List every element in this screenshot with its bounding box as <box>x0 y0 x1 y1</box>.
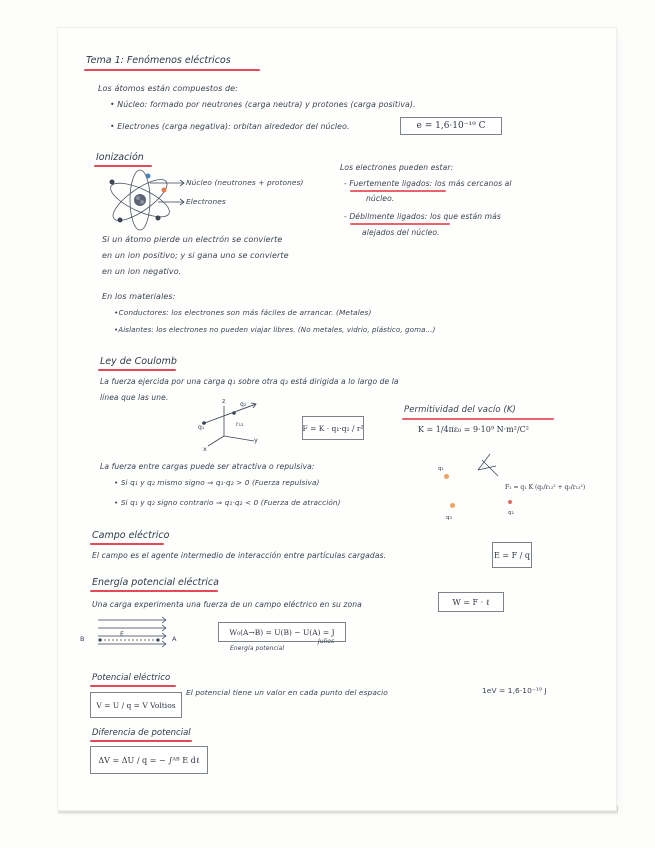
charge-dot-q1 <box>444 474 449 479</box>
permitividad-title: Permitividad del vacío (K) <box>404 405 516 415</box>
fuertemente-ligados-2: núcleo. <box>366 194 395 203</box>
electrones-intro: Los electrones pueden estar: <box>340 163 454 172</box>
aislantes: •Aislantes: los electrones no pueden viajar libres. (No metales, vidrio, plástico, goma...) <box>114 325 436 334</box>
electron-charge-box: e = 1,6·10⁻¹⁹ C <box>400 117 502 135</box>
atom-label-electrones: Electrones <box>186 197 226 206</box>
potencial-formula-box: V = U / q = V Voltios <box>90 692 182 718</box>
energia-underline <box>90 590 218 592</box>
ion-text-2: en un ion positivo; y si gana uno se convierte <box>102 251 289 260</box>
materiales-intro: En los materiales: <box>102 292 176 301</box>
debilmente-ligados-2: alejados del núcleo. <box>362 228 440 237</box>
mismo-signo: • Si q₁ y q₂ mismo signo ⇒ q₁·q₂ > 0 (Fuerza repulsiva) <box>114 478 320 487</box>
field-label-a: A <box>172 635 177 643</box>
atom-label-nucleo: Núcleo (neutrones + protones) <box>186 178 304 187</box>
diferencia-heading: Diferencia de potencial <box>92 728 191 738</box>
page-title: Tema 1: Fenómenos eléctricos <box>86 55 231 66</box>
title-underline <box>84 69 260 71</box>
ionizacion-underline <box>94 165 152 167</box>
dot-label-q3: q₃ <box>446 515 452 521</box>
ion-text-1: Si un átomo pierde un electrón se convierte <box>102 235 283 244</box>
charge-dot-q3 <box>450 503 455 508</box>
diagram-q1: q₁ <box>198 424 205 431</box>
w-formula-box: W = F · ℓ <box>438 592 504 612</box>
campo-text: El campo es el agente intermedio de interacción entre partículas cargadas. <box>92 551 387 560</box>
debilmente-underline <box>350 223 450 225</box>
field-label-b: B <box>80 635 85 643</box>
potencial-underline <box>90 685 176 687</box>
debilmente-ligados: - Débilmente ligados: los que están más <box>344 212 501 221</box>
energia-heading: Energía potencial eléctrica <box>92 577 219 588</box>
ionizacion-heading: Ionización <box>96 152 144 163</box>
diagram-x: x <box>203 445 207 453</box>
coulomb-text-2: línea que las une. <box>100 393 169 402</box>
force-vectors <box>472 448 502 478</box>
field-label-e: E <box>120 630 125 638</box>
work-formula-box: W₀(A→B) = U(B) − U(A) = J <box>218 622 346 642</box>
fuertemente-ligados: - Fuertemente ligados: los más cercanos al <box>344 179 512 188</box>
bullet-nucleo: • Núcleo: formado por neutrones (carga neutra) y protones (carga positiva). <box>110 100 416 109</box>
coulomb-underline <box>98 369 176 371</box>
julios-label: Julios <box>318 638 335 645</box>
campo-heading: Campo eléctrico <box>92 530 170 541</box>
superposicion-formula: F₁ = q₁ K (q₂/r₁₂² + q₃/r₁₃²) <box>505 484 586 491</box>
coulomb-formula-box: F = K · q₁·q₂ / r² <box>302 416 364 440</box>
diferencia-formula-box: ΔV = ΔU / q = − ∫ᴬᴮ E dℓ <box>90 746 208 774</box>
ev-value: 1eV = 1,6·10⁻¹⁹ J <box>482 686 547 695</box>
energia-potencial-label: Energía potencial <box>230 645 285 652</box>
dot-label-q1: q₁ <box>438 466 444 472</box>
fuerza-intro: La fuerza entre cargas puede ser atractiva o repulsiva: <box>100 462 315 471</box>
campo-underline <box>90 543 164 545</box>
dot-label-q2: q₂ <box>508 510 514 516</box>
diagram-q2: q₂ <box>240 401 247 408</box>
potencial-heading: Potencial eléctrico <box>92 673 171 683</box>
diagram-r12: r₁₂ <box>236 421 244 428</box>
coulomb-text-1: La fuerza ejercida por una carga q₁ sobre otra q₂ está dirigida a lo largo de la <box>100 377 399 386</box>
bullet-electrones: • Electrones (carga negativa): orbitan alrededor del núcleo. <box>110 122 350 131</box>
charge-dot-q2 <box>508 500 512 504</box>
atom-arrows <box>150 180 190 210</box>
permitividad-underline <box>402 418 554 420</box>
energia-text: Una carga experimenta una fuerza de un campo eléctrico en su zona <box>92 600 362 609</box>
intro-text: Los átomos están compuestos de: <box>98 84 238 93</box>
diferencia-underline <box>90 740 192 742</box>
potencial-text: El potencial tiene un valor en cada punto del espacio <box>186 688 388 697</box>
signo-contrario: • Si q₁ y q₂ signo contrario ⇒ q₁·q₂ < 0 (Fuerza de atracción) <box>114 498 341 507</box>
diagram-y: y <box>254 436 258 444</box>
fuertemente-underline <box>350 190 446 192</box>
k-value: K = 1/4πε₀ = 9·10⁹ N·m²/C² <box>418 425 529 434</box>
conductores: •Conductores: los electrones son más fáciles de arrancar. (Metales) <box>114 308 372 317</box>
diagram-z: z <box>222 397 226 405</box>
coulomb-heading: Ley de Coulomb <box>100 356 177 367</box>
campo-formula-box: E = F / q <box>492 542 532 568</box>
field-lines-diagram <box>88 614 178 654</box>
ion-text-3: en un ion negativo. <box>102 267 182 276</box>
